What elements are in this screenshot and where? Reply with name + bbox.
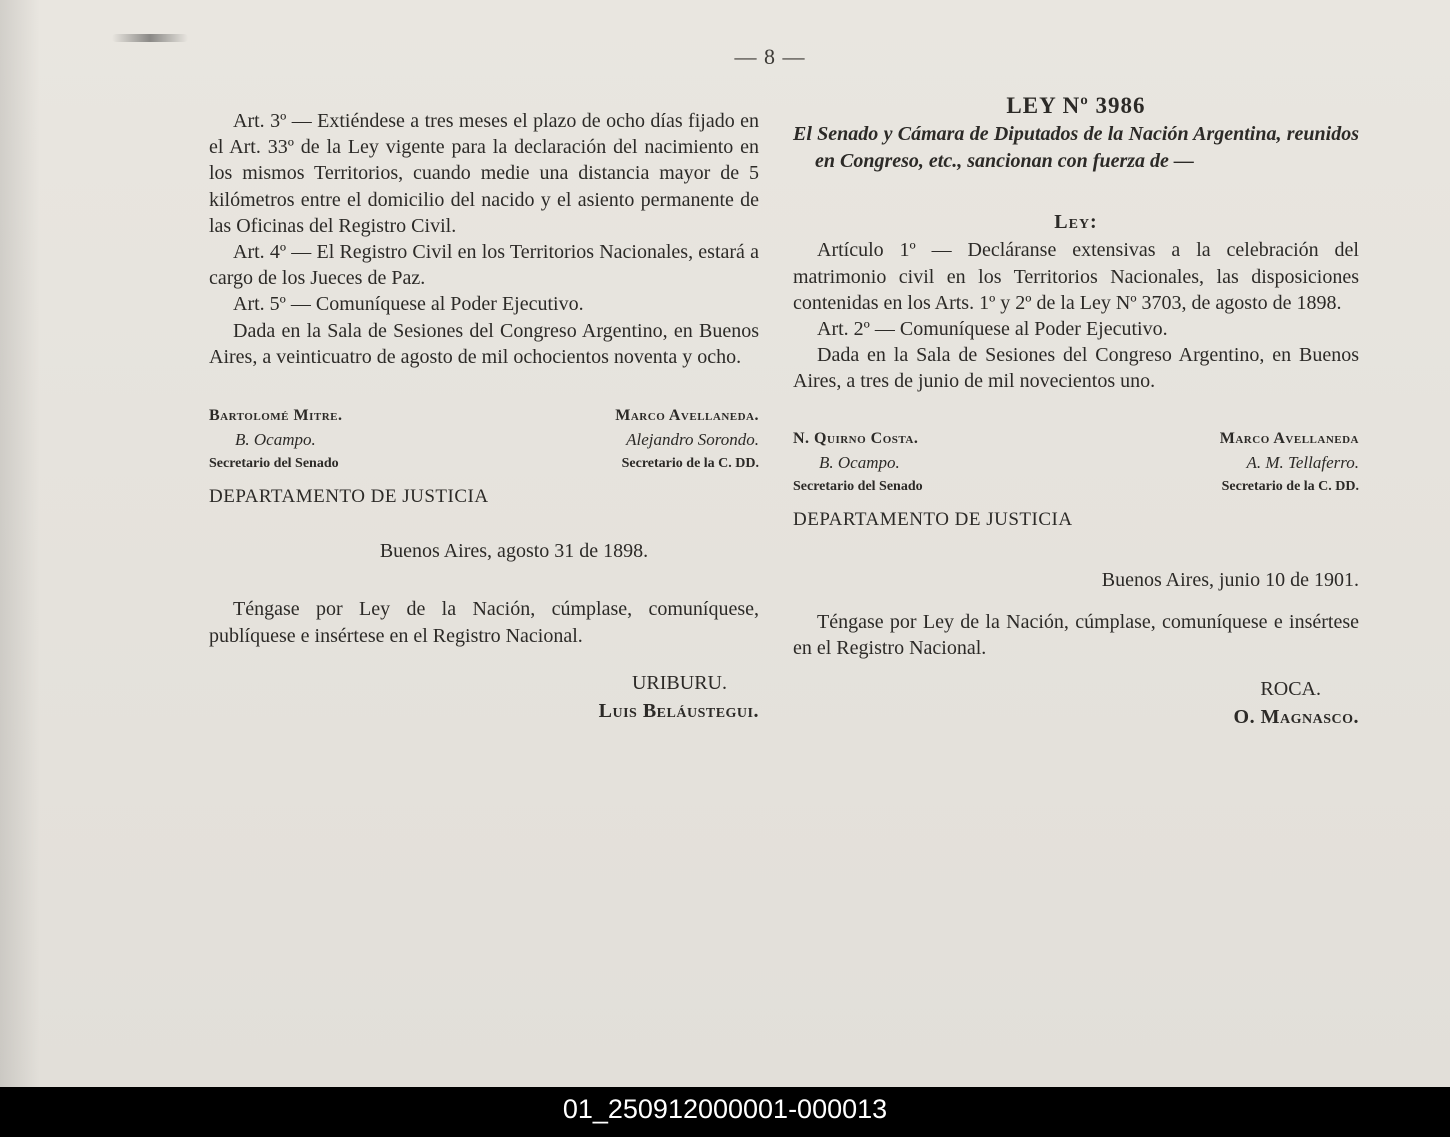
law-preamble: El Senado y Cámara de Diputados de la Nación Argentina, reunidos en Congreso, etc., sancionan con fuerza de — <box>793 123 1359 173</box>
image-id-caption: 01_250912000001-000013 <box>0 1087 1450 1137</box>
secretary-name: B. Ocampo. <box>235 430 316 450</box>
promulgation-decree: Téngase por Ley de la Nación, cúmplase, comuníquese e insértese en el Registro Nacional. <box>793 611 1359 660</box>
right-executive-signature <box>793 675 1359 731</box>
left-article-5: Art. 5º — Comuníquese al Poder Ejecutivo. <box>233 293 584 316</box>
president-name: ROCA. <box>1260 678 1321 701</box>
right-article-1: Artículo 1º — Decláranse extensivas a la celebración del matrimonio civil en los Territorios Nacionales, las disposiciones contenidas en los Arts. 1º y 2º de la Ley Nº 3703, de agosto de 1898. <box>793 239 1359 314</box>
left-article-4: Art. 4º — El Registro Civil en los Territorios Nacionales, estará a cargo de los Jueces de Paz. <box>209 241 759 290</box>
right-senate-signature <box>793 427 923 499</box>
left-executive-signature <box>209 669 759 725</box>
promulgation-date: Buenos Aires, agosto 31 de 1898. <box>379 540 649 563</box>
secretary-role: Secretario de la C. DD. <box>1221 478 1359 494</box>
secretary-role: Secretario de la C. DD. <box>621 456 759 472</box>
minister-name: Luis Beláustegui. <box>598 699 759 722</box>
left-column <box>209 108 759 725</box>
law-title: LEY Nº 3986 <box>1006 93 1146 118</box>
right-chamber-signature <box>1220 427 1359 499</box>
secretary-name: B. Ocampo. <box>819 452 900 472</box>
signatory-name: Bartolomé Mitre. <box>209 407 343 425</box>
promulgation-date: Buenos Aires, junio 10 de 1901. <box>1101 568 1359 591</box>
department-heading: DEPARTAMENTO DE JUSTICIA <box>793 508 1073 530</box>
ley-heading: Ley: <box>1054 211 1098 234</box>
right-signature-block <box>793 427 1359 499</box>
left-signature-block <box>209 404 759 476</box>
promulgation-decree: Téngase por Ley de la Nación, cúmplase, comuníquese, publíquese e insértese en el Registro Nacional. <box>209 598 759 647</box>
secretary-name: Alejandro Sorondo. <box>626 430 759 450</box>
left-senate-signature <box>209 404 342 476</box>
minister-name: O. Magnasco. <box>1233 706 1359 729</box>
left-article-3: Art. 3º — Extiéndese a tres meses el plazo de ocho días fijado en el Art. 33º de la Ley vigente para la declaración del nacimiento en los mismos Territorios, cuando medie una distancia mayor de 5 kilómetros entre el domicilio del nacido y el asiento permanente de las Oficinas del Registro Civil. <box>209 110 759 237</box>
department-heading: DEPARTAMENTO DE JUSTICIA <box>209 486 489 508</box>
ink-smudge <box>112 34 188 42</box>
right-column <box>793 93 1359 731</box>
page-number: — 8 — <box>734 44 806 69</box>
left-chamber-signature <box>615 404 759 476</box>
signatory-name: Marco Avellaneda <box>1219 429 1359 447</box>
left-given-clause: Dada en la Sala de Sesiones del Congreso Argentino, en Buenos Aires, a veinticuatro de agosto de mil ochocientos noventa y ocho. <box>209 319 759 368</box>
right-given-clause: Dada en la Sala de Sesiones del Congreso Argentino, en Buenos Aires, a tres de junio de mil novecientos uno. <box>793 344 1359 393</box>
right-article-2: Art. 2º — Comuníquese al Poder Ejecutivo. <box>817 318 1168 341</box>
signatory-name: Marco Avellaneda. <box>615 407 759 425</box>
secretary-role: Secretario del Senado <box>209 456 339 472</box>
president-name: URIBURU. <box>631 671 727 694</box>
signatory-name: N. Quirno Costa. <box>793 429 919 447</box>
secretary-role: Secretario del Senado <box>793 478 923 494</box>
secretary-name: A. M. Tellaferro. <box>1246 452 1359 472</box>
